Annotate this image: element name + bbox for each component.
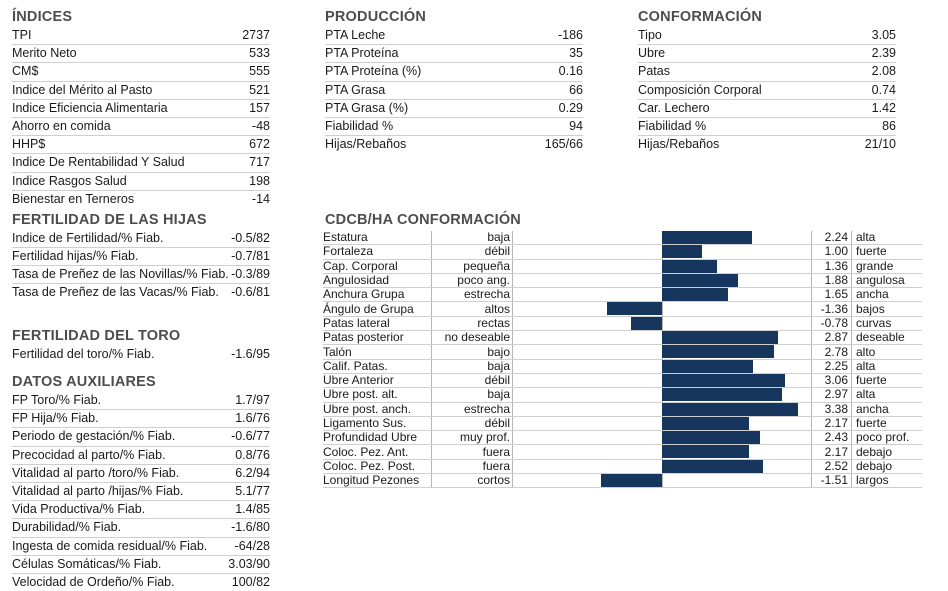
row-label: Bienestar en Terneros xyxy=(12,191,135,206)
high-descriptor: largos xyxy=(852,474,923,488)
bar xyxy=(662,288,728,301)
high-descriptor: debajo xyxy=(852,445,923,459)
chart-row xyxy=(323,245,922,259)
produccion-section xyxy=(325,8,583,153)
row-value: 0.16 xyxy=(510,63,583,81)
high-descriptor: fuerte xyxy=(852,416,923,430)
low-descriptor: rectas xyxy=(432,316,513,330)
row-label: Velocidad de Ordeño/% Fiab. xyxy=(12,574,175,589)
bar xyxy=(662,245,702,258)
table-row xyxy=(12,392,270,410)
trait-label: Coloc. Pez. Ant. xyxy=(323,445,432,459)
chart-row xyxy=(323,331,922,345)
row-value: 35 xyxy=(510,45,583,63)
chart-row xyxy=(323,431,922,445)
table-row xyxy=(12,346,270,363)
high-descriptor: alta xyxy=(852,388,923,402)
table-row xyxy=(12,81,270,99)
bar-value-label: 2.97 xyxy=(812,388,852,402)
fertilidad-hijas-table xyxy=(12,230,270,301)
row-value: 1.7/97 xyxy=(225,392,270,410)
table-row xyxy=(638,136,896,154)
row-value: 86 xyxy=(844,117,896,135)
table-row xyxy=(12,284,270,302)
low-descriptor: débil xyxy=(432,373,513,387)
table-row xyxy=(12,501,270,519)
bar-value-label: 2.43 xyxy=(812,431,852,445)
bar xyxy=(662,360,753,373)
trait-label: Ubre Anterior xyxy=(323,373,432,387)
table-row xyxy=(12,482,270,500)
table-row xyxy=(638,99,896,117)
row-label: Fertilidad del toro/% Fiab. xyxy=(12,347,155,361)
row-value: 100/82 xyxy=(231,574,270,589)
row-value: 6.2/94 xyxy=(225,464,270,482)
bar xyxy=(662,417,749,430)
high-descriptor: ancha xyxy=(852,402,923,416)
row-label: Hijas/Rebaños xyxy=(325,137,407,152)
table-row xyxy=(12,555,270,573)
table-row xyxy=(325,27,583,45)
fertilidad-hijas-title: FERTILIDAD DE LAS HIJAS xyxy=(12,212,207,228)
chart-row xyxy=(323,459,922,473)
trait-label: Calif. Patas. xyxy=(323,359,432,373)
center-line xyxy=(662,474,663,488)
bar xyxy=(662,388,782,401)
low-descriptor: estrecha xyxy=(432,402,513,416)
row-value: -0.6/81 xyxy=(231,285,270,299)
table-row xyxy=(12,63,270,81)
chart-row xyxy=(323,416,922,430)
row-label: HHP$ xyxy=(12,136,234,154)
fertilidad-hijas-section xyxy=(12,211,270,301)
bar-cell xyxy=(513,445,812,459)
bar-cell xyxy=(513,459,812,473)
chart-row xyxy=(323,445,922,459)
bar xyxy=(662,231,752,244)
table-row xyxy=(12,190,270,208)
low-descriptor: altos xyxy=(432,302,513,316)
trait-label: Ubre post. alt. xyxy=(323,388,432,402)
indices-title: ÍNDICES xyxy=(12,9,73,25)
row-label: TPI xyxy=(12,27,234,45)
bar-value-label: 3.38 xyxy=(812,402,852,416)
chart-row xyxy=(323,231,922,245)
table-row xyxy=(12,27,270,45)
row-value: 157 xyxy=(234,99,270,117)
row-label: Fiabilidad % xyxy=(325,117,510,135)
row-value: -14 xyxy=(251,191,270,206)
high-descriptor: grande xyxy=(852,259,923,273)
row-label: Merito Neto xyxy=(12,45,234,63)
row-value: 717 xyxy=(234,154,270,172)
bar-value-label: 3.06 xyxy=(812,373,852,387)
row-label: Vitalidad al parto /toro/% Fiab. xyxy=(12,464,225,482)
row-label: Indice de Fertilidad/% Fiab. xyxy=(12,230,231,248)
row-value: 198 xyxy=(234,172,270,190)
table-row xyxy=(325,99,583,117)
bar-value-label: 2.24 xyxy=(812,231,852,245)
trait-label: Cap. Corporal xyxy=(323,259,432,273)
row-value: 521 xyxy=(234,81,270,99)
bar-cell xyxy=(513,359,812,373)
trait-label: Patas posterior xyxy=(323,331,432,345)
conformacion-title: CONFORMACIÓN xyxy=(638,9,763,25)
table-row xyxy=(12,266,270,284)
bar-cell xyxy=(513,402,812,416)
bar-value-label: 1.00 xyxy=(812,245,852,259)
row-value: -64/28 xyxy=(225,537,270,555)
bar xyxy=(662,445,749,458)
row-label: PTA Leche xyxy=(325,27,510,45)
row-label: Indice Eficiencia Alimentaria xyxy=(12,99,234,117)
high-descriptor: poco prof. xyxy=(852,431,923,445)
bar-cell xyxy=(513,416,812,430)
bar-value-label: -1.51 xyxy=(812,474,852,488)
row-label: Fiabilidad % xyxy=(638,117,844,135)
low-descriptor: muy prof. xyxy=(432,431,513,445)
center-line xyxy=(662,317,663,331)
chart-row xyxy=(323,359,922,373)
indices-table xyxy=(12,27,270,208)
row-value: 2.39 xyxy=(844,45,896,63)
table-row xyxy=(638,117,896,135)
row-label: Precocidad al parto/% Fiab. xyxy=(12,446,225,464)
row-value: 1.6/76 xyxy=(225,410,270,428)
row-value: 5.1/77 xyxy=(225,482,270,500)
trait-label: Angulosidad xyxy=(323,273,432,287)
high-descriptor: curvas xyxy=(852,316,923,330)
low-descriptor: fuera xyxy=(432,459,513,473)
high-descriptor: alta xyxy=(852,231,923,245)
row-label: PTA Proteína (%) xyxy=(325,63,510,81)
table-row xyxy=(12,573,270,591)
bar-cell xyxy=(513,316,812,330)
row-label: Vida Productiva/% Fiab. xyxy=(12,501,225,519)
table-row xyxy=(12,99,270,117)
high-descriptor: fuerte xyxy=(852,245,923,259)
bar-value-label: 2.87 xyxy=(812,331,852,345)
row-value: -0.5/82 xyxy=(231,230,270,248)
fertilidad-toro-title: FERTILIDAD DEL TORO xyxy=(12,328,181,344)
high-descriptor: fuerte xyxy=(852,373,923,387)
datos-auxiliares-table xyxy=(12,392,270,591)
bar-cell xyxy=(513,288,812,302)
row-value: 533 xyxy=(234,45,270,63)
produccion-title: PRODUCCIÓN xyxy=(325,9,427,25)
high-descriptor: alto xyxy=(852,345,923,359)
row-value: -1.6/80 xyxy=(225,519,270,537)
low-descriptor: baja xyxy=(432,388,513,402)
trait-label: Ligamento Sus. xyxy=(323,416,432,430)
bar-cell xyxy=(513,388,812,402)
chart-row xyxy=(323,273,922,287)
bar xyxy=(662,460,763,473)
datos-auxiliares-section xyxy=(12,373,270,591)
row-value: 1.4/85 xyxy=(225,501,270,519)
bar-cell xyxy=(513,245,812,259)
bar-cell xyxy=(513,345,812,359)
low-descriptor: bajo xyxy=(432,345,513,359)
row-value: 555 xyxy=(234,63,270,81)
row-label: Indice De Rentabilidad Y Salud xyxy=(12,154,234,172)
high-descriptor: ancha xyxy=(852,288,923,302)
high-descriptor: deseable xyxy=(852,331,923,345)
row-value: 21/10 xyxy=(864,137,896,152)
trait-label: Longitud Pezones xyxy=(323,474,432,488)
table-row xyxy=(638,45,896,63)
table-row xyxy=(12,428,270,446)
row-label: Car. Lechero xyxy=(638,99,844,117)
row-label: FP Hija/% Fiab. xyxy=(12,410,225,428)
table-row xyxy=(12,136,270,154)
bar-value-label: 2.78 xyxy=(812,345,852,359)
low-descriptor: débil xyxy=(432,416,513,430)
low-descriptor: fuera xyxy=(432,445,513,459)
trait-label: Profundidad Ubre xyxy=(323,431,432,445)
bar-cell xyxy=(513,331,812,345)
high-descriptor: bajos xyxy=(852,302,923,316)
bar-value-label: 2.17 xyxy=(812,445,852,459)
row-label: Composición Corporal xyxy=(638,81,844,99)
row-value: -0.6/77 xyxy=(225,428,270,446)
table-row xyxy=(325,81,583,99)
table-row xyxy=(12,230,270,248)
table-row xyxy=(12,45,270,63)
bar xyxy=(601,474,662,487)
row-label: FP Toro/% Fiab. xyxy=(12,392,225,410)
row-label: Vitalidad al parto /hijas/% Fiab. xyxy=(12,482,225,500)
chart-row xyxy=(323,259,922,273)
row-label: CM$ xyxy=(12,63,234,81)
row-value: 672 xyxy=(234,136,270,154)
high-descriptor: angulosa xyxy=(852,273,923,287)
bar-cell xyxy=(513,231,812,245)
row-label: PTA Grasa (%) xyxy=(325,99,510,117)
cdcb-chart-title: CDCB/HA CONFORMACIÓN xyxy=(325,212,521,228)
bar xyxy=(662,403,798,416)
bar-cell xyxy=(513,259,812,273)
row-label: Tasa de Preñez de las Vacas/% Fiab. xyxy=(12,285,219,299)
table-row xyxy=(12,446,270,464)
bar xyxy=(662,345,774,358)
row-label: PTA Proteína xyxy=(325,45,510,63)
table-row xyxy=(638,81,896,99)
table-row xyxy=(12,172,270,190)
fertilidad-toro-table xyxy=(12,346,270,363)
row-value: -0.3/89 xyxy=(231,266,270,284)
bar xyxy=(662,260,717,273)
row-value: 1.42 xyxy=(844,99,896,117)
table-row xyxy=(325,117,583,135)
bar-cell xyxy=(513,373,812,387)
chart-row xyxy=(323,402,922,416)
trait-label: Talón xyxy=(323,345,432,359)
row-label: Ingesta de comida residual/% Fiab. xyxy=(12,537,225,555)
produccion-table xyxy=(325,27,583,153)
row-label: Periodo de gestación/% Fiab. xyxy=(12,428,225,446)
row-label: Durabilidad/% Fiab. xyxy=(12,519,225,537)
datos-auxiliares-title: DATOS AUXILIARES xyxy=(12,374,156,390)
bar-value-label: -1.36 xyxy=(812,302,852,316)
table-row xyxy=(325,136,583,154)
bar-value-label: -0.78 xyxy=(812,316,852,330)
table-row xyxy=(12,117,270,135)
bar-cell xyxy=(513,302,812,316)
indices-section xyxy=(12,8,270,208)
bar-value-label: 1.36 xyxy=(812,259,852,273)
row-label: Tipo xyxy=(638,27,844,45)
bar-cell xyxy=(513,431,812,445)
table-row xyxy=(12,248,270,266)
conformacion-section xyxy=(638,8,896,153)
low-descriptor: baja xyxy=(432,231,513,245)
row-label: Hijas/Rebaños xyxy=(638,137,720,152)
row-value: 0.8/76 xyxy=(225,446,270,464)
chart-row xyxy=(323,288,922,302)
row-label: Patas xyxy=(638,63,844,81)
row-value: 0.29 xyxy=(510,99,583,117)
table-row xyxy=(12,154,270,172)
center-line xyxy=(662,302,663,316)
row-label: Fertilidad hijas/% Fiab. xyxy=(12,248,231,266)
row-value: -1.6/95 xyxy=(231,347,270,361)
row-value: 3.03/90 xyxy=(225,555,270,573)
high-descriptor: debajo xyxy=(852,459,923,473)
row-value: 2.08 xyxy=(844,63,896,81)
low-descriptor: pequeña xyxy=(432,259,513,273)
trait-label: Fortaleza xyxy=(323,245,432,259)
low-descriptor: no deseable xyxy=(432,331,513,345)
bar xyxy=(662,274,738,287)
trait-label: Ángulo de Grupa xyxy=(323,302,432,316)
table-row xyxy=(12,464,270,482)
bar-cell xyxy=(513,273,812,287)
chart-row xyxy=(323,345,922,359)
table-row xyxy=(12,519,270,537)
row-label: Células Somáticas/% Fiab. xyxy=(12,555,225,573)
row-label: Ahorro en comida xyxy=(12,117,234,135)
row-value: -0.7/81 xyxy=(231,248,270,266)
row-value: -186 xyxy=(510,27,583,45)
low-descriptor: poco ang. xyxy=(432,273,513,287)
bar xyxy=(662,431,760,444)
cdcb-conformation-chart xyxy=(323,231,922,488)
low-descriptor: débil xyxy=(432,245,513,259)
table-row xyxy=(12,537,270,555)
low-descriptor: baja xyxy=(432,359,513,373)
bar-value-label: 1.65 xyxy=(812,288,852,302)
bar xyxy=(662,374,785,387)
trait-label: Estatura xyxy=(323,231,432,245)
bar-value-label: 2.17 xyxy=(812,416,852,430)
table-row xyxy=(325,45,583,63)
trait-label: Anchura Grupa xyxy=(323,288,432,302)
row-value: 3.05 xyxy=(844,27,896,45)
bar-value-label: 1.88 xyxy=(812,273,852,287)
row-label: PTA Grasa xyxy=(325,81,510,99)
trait-label: Coloc. Pez. Post. xyxy=(323,459,432,473)
row-label: Indice del Mérito al Pasto xyxy=(12,81,234,99)
chart-row xyxy=(323,388,922,402)
row-label: Tasa de Preñez de las Novillas/% Fiab. xyxy=(12,266,231,284)
row-value: 94 xyxy=(510,117,583,135)
low-descriptor: estrecha xyxy=(432,288,513,302)
high-descriptor: alta xyxy=(852,359,923,373)
table-row xyxy=(12,410,270,428)
bar-cell xyxy=(513,474,812,488)
conformacion-table xyxy=(638,27,896,153)
bar-value-label: 2.52 xyxy=(812,459,852,473)
table-row xyxy=(325,63,583,81)
row-label: Ubre xyxy=(638,45,844,63)
row-value: -48 xyxy=(234,117,270,135)
trait-label: Patas lateral xyxy=(323,316,432,330)
table-row xyxy=(638,63,896,81)
row-value: 66 xyxy=(510,81,583,99)
fertilidad-toro-section xyxy=(12,327,270,363)
chart-row xyxy=(323,302,922,316)
bar xyxy=(662,331,778,344)
chart-row xyxy=(323,316,922,330)
chart-row xyxy=(323,373,922,387)
trait-label: Ubre post. anch. xyxy=(323,402,432,416)
bar-value-label: 2.25 xyxy=(812,359,852,373)
low-descriptor: cortos xyxy=(432,474,513,488)
bar xyxy=(631,317,662,330)
row-value: 165/66 xyxy=(544,137,583,152)
bar xyxy=(607,302,662,315)
row-value: 2737 xyxy=(234,27,270,45)
chart-row xyxy=(323,474,922,488)
row-label: Indice Rasgos Salud xyxy=(12,172,234,190)
table-row xyxy=(638,27,896,45)
row-value: 0.74 xyxy=(844,81,896,99)
